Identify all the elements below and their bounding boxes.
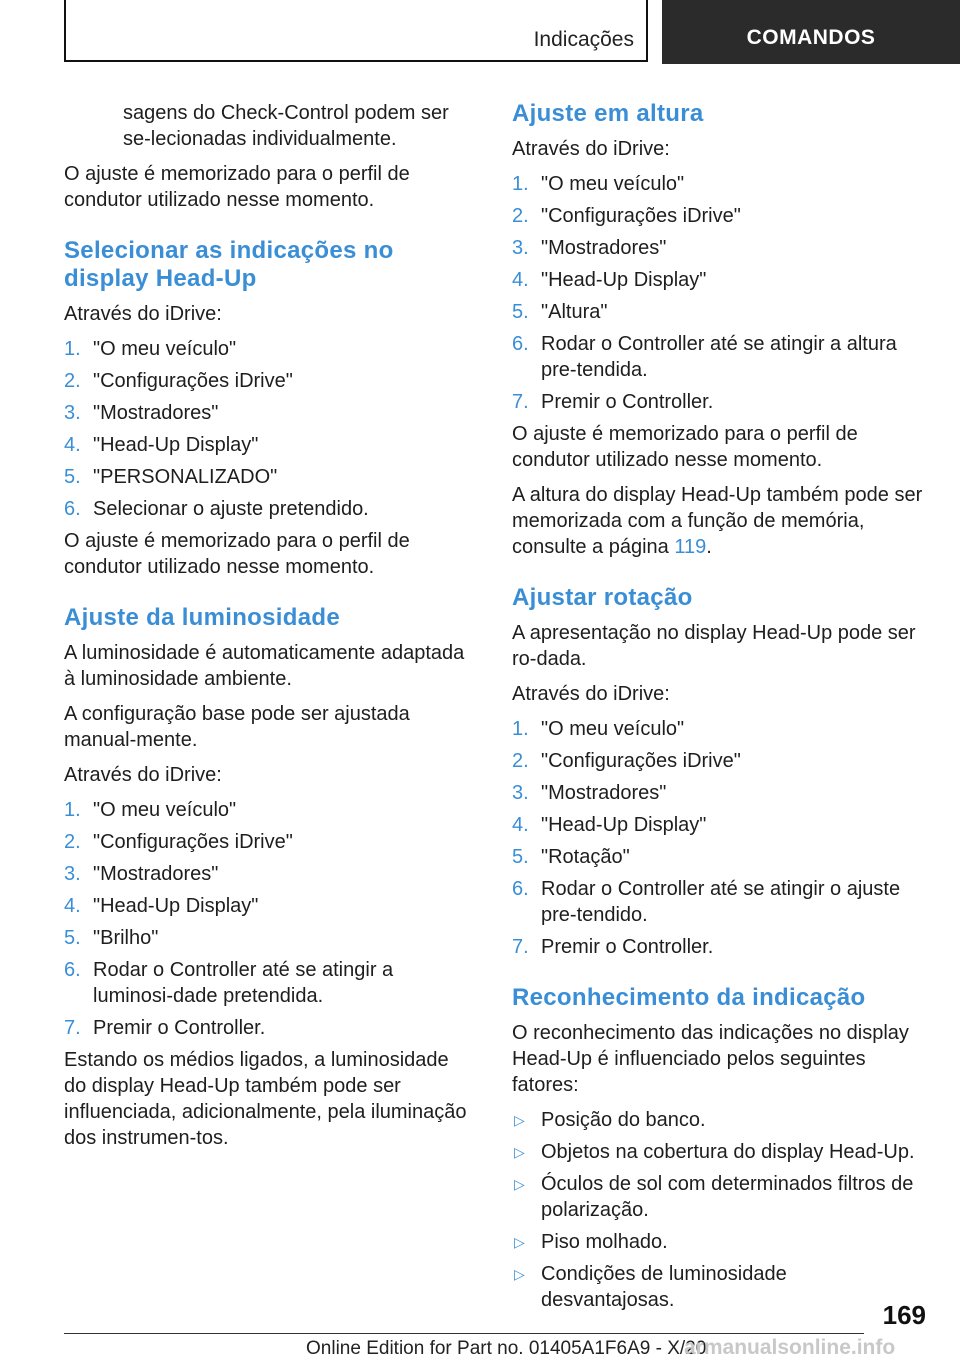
page-reference-link[interactable]: 119: [674, 536, 707, 558]
list-item: 5. "Brilho": [64, 927, 159, 949]
steps-brightness: [64, 797, 476, 1041]
paragraph: O reconhecimento das indicações no display Head-Up é influenciado pelos seguintes fatores:: [512, 1022, 909, 1096]
list-item: 7. Premir o Controller.: [64, 1017, 266, 1039]
steps-rotation: [512, 716, 924, 960]
list-item: 1. "O meu veículo": [64, 338, 237, 360]
triangle-bullet-icon: ▷: [514, 1144, 525, 1160]
list-item: 7. Premir o Controller.: [512, 936, 714, 958]
list-item: 4. "Head-Up Display": [512, 814, 707, 836]
left-column: [64, 100, 476, 1160]
idrive-intro: Através do iDrive:: [64, 303, 222, 325]
list-item: 4. "Head-Up Display": [64, 434, 259, 456]
paragraph: A configuração base pode ser ajustada manual-mente.: [64, 703, 410, 751]
list-item: 5. "Altura": [512, 301, 608, 323]
triangle-bullet-icon: ▷: [514, 1266, 525, 1282]
list-item: ▷ Posição do banco.: [514, 1109, 706, 1131]
paragraph: A apresentação no display Head-Up pode ser ro-dada.: [512, 622, 916, 670]
list-item: ▷ Objetos na cobertura do display Head-Up.: [514, 1141, 915, 1163]
chapter-title: COMANDOS: [746, 26, 876, 49]
list-item: 2. "Configurações iDrive": [64, 831, 293, 853]
list-item: 1. "O meu veículo": [512, 718, 685, 740]
page-number: 169: [882, 1300, 926, 1330]
list-item: 3. "Mostradores": [512, 782, 667, 804]
list-item: 3. "Mostradores": [64, 863, 219, 885]
edition-note: Online Edition for Part no. 01405A1F6A9 - X/20: [306, 1338, 707, 1359]
section-title: Indicações: [533, 28, 634, 51]
list-item: 6. Rodar o Controller até se atingir o ajuste pre-tendido.: [512, 878, 901, 926]
list-item: ▷ Condições de luminosidade desvantajosas.: [514, 1263, 787, 1311]
steps-select-indications: [64, 336, 476, 522]
section-heading-brightness: Ajuste da luminosidade: [64, 604, 340, 631]
section-heading-rotation: Ajustar rotação: [512, 584, 693, 611]
list-item: 3. "Mostradores": [512, 237, 667, 259]
triangle-bullet-icon: ▷: [514, 1176, 525, 1192]
list-item: 6. Rodar o Controller até se atingir a luminosi-dade pretendida.: [64, 959, 394, 1007]
list-item: 5. "PERSONALIZADO": [64, 466, 278, 488]
list-item: 7. Premir o Controller.: [512, 391, 714, 413]
list-item: 6. Rodar o Controller até se atingir a altura pre-tendida.: [512, 333, 897, 381]
memo-text: O ajuste é memorizado para o perfil de condutor utilizado nesse momento.: [512, 423, 858, 471]
section-heading-height: Ajuste em altura: [512, 100, 704, 127]
list-item: 4. "Head-Up Display": [512, 269, 707, 291]
watermark: armanualsonline.info: [684, 1336, 896, 1359]
memo-text: O ajuste é memorizado para o perfil de condutor utilizado nesse momento.: [64, 163, 410, 211]
list-item: 3. "Mostradores": [64, 402, 219, 424]
right-column: [512, 100, 924, 1319]
list-item: 5. "Rotação": [512, 846, 630, 868]
section-heading-select-indications: Selecionar as indicações no display Head-Up: [64, 237, 394, 292]
list-item: 4. "Head-Up Display": [64, 895, 259, 917]
continued-text: sagens do Check-Control podem ser se-lecionadas individualmente.: [123, 102, 449, 150]
idrive-intro: Através do iDrive:: [512, 683, 670, 705]
list-item: ▷ Piso molhado.: [514, 1231, 668, 1253]
paragraph: A luminosidade é automaticamente adaptada à luminosidade ambiente.: [64, 642, 465, 690]
chapter-tab: [662, 0, 960, 64]
idrive-intro: Através do iDrive:: [64, 764, 222, 786]
triangle-bullet-icon: ▷: [514, 1112, 525, 1128]
paragraph: Estando os médios ligados, a luminosidade do display Head-Up também pode ser influenciada, adicionalmente, pela iluminação dos instrumen-tos.: [64, 1049, 467, 1149]
list-item: 2. "Configurações iDrive": [512, 205, 741, 227]
list-item: ▷ Óculos de sol com determinados filtros de polarização.: [514, 1173, 914, 1221]
list-item: 2. "Configurações iDrive": [512, 750, 741, 772]
list-item: 1. "O meu veículo": [64, 799, 237, 821]
list-item: 1. "O meu veículo": [512, 173, 685, 195]
memo-text: O ajuste é memorizado para o perfil de condutor utilizado nesse momento.: [64, 530, 410, 578]
idrive-intro: Através do iDrive:: [512, 138, 670, 160]
list-item: 2. "Configurações iDrive": [64, 370, 293, 392]
footer-divider: [64, 1333, 864, 1334]
list-item: 6. Selecionar o ajuste pretendido.: [64, 498, 369, 520]
triangle-bullet-icon: ▷: [514, 1234, 525, 1250]
steps-height: [512, 171, 924, 415]
section-heading-recognition: Reconhecimento da indicação: [512, 984, 866, 1011]
memory-function-note: A altura do display Head-Up também pode ser memorizada com a função de memória, consulte a página 119.: [512, 484, 923, 558]
factors-list: [512, 1107, 924, 1313]
